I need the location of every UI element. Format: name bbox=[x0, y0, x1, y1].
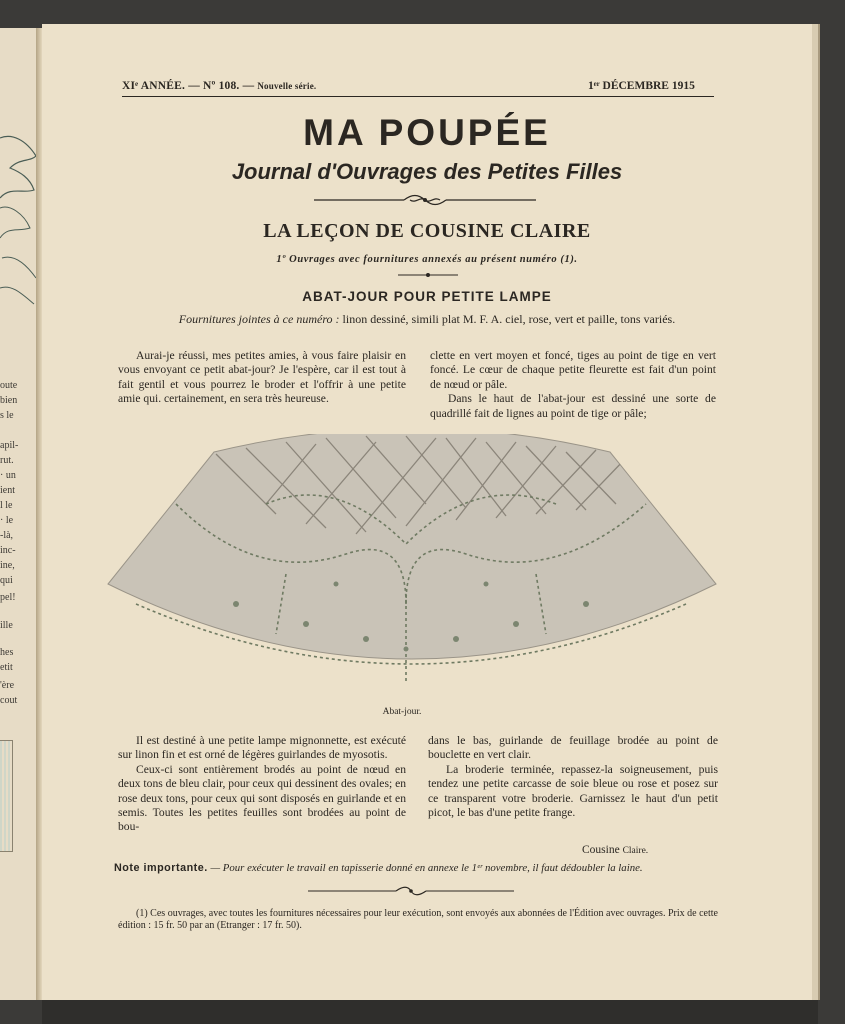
series: Nouvelle série. bbox=[257, 81, 317, 91]
previous-page-text-fragment: apil- bbox=[0, 440, 19, 451]
previous-page-illustration bbox=[0, 128, 38, 328]
supplies-label: Fournitures jointes à ce numéro : bbox=[178, 312, 340, 326]
section-subtitle: 1º Ouvrages avec fournitures annexés au présent numéro (1). bbox=[276, 254, 578, 265]
paragraph: Aurai-je réussi, mes petites amies, à vous faire plaisir en vous envoyant ce petit abat-jour? Je l'espère, car il est tout à fait gentil et vous pourrez le broder et l'offrir à une petite amie qui. certainement, en sera très heureuse. bbox=[118, 349, 406, 406]
paragraph: La broderie terminée, repassez-la soigneusement, puis tendez une petite carcasse de soie bleue ou rose et posez sur ce transparent votre broderie. Garnissez le haut d'un petit picot, le bas d'une petite frange. bbox=[428, 762, 718, 820]
previous-page-text-fragment: ine, bbox=[0, 560, 15, 571]
figure-caption: Abat-jour. bbox=[382, 707, 422, 717]
column-1 bbox=[118, 349, 406, 407]
small-ornament bbox=[398, 271, 458, 279]
important-note bbox=[114, 862, 724, 874]
column-4 bbox=[428, 734, 718, 820]
column-2 bbox=[430, 349, 716, 421]
previous-page-text-fragment: etit bbox=[0, 662, 13, 673]
volume: XIᵉ ANNÉE. bbox=[122, 80, 186, 92]
previous-page-text-fragment: bien bbox=[0, 395, 18, 406]
previous-page-text-fragment: s le bbox=[0, 410, 14, 421]
paragraph: dans le bas, guirlande de feuillage brodée au point de bouclette en vert clair. bbox=[428, 734, 718, 762]
previous-page-text-fragment: hes bbox=[0, 647, 14, 658]
signature-last: Claire. bbox=[622, 846, 649, 856]
paragraph: Il est destiné à une petite lampe mignonnette, est exécuté sur linon fin et est orné de légères guirlandes de myosotis. bbox=[118, 734, 406, 762]
previous-page-text-fragment: l le bbox=[0, 500, 13, 511]
previous-page-text-fragment: oute bbox=[0, 380, 18, 391]
previous-page-text-fragment: -là, bbox=[0, 530, 14, 541]
paragraph: Dans le haut de l'abat-jour est dessiné une sorte de quadrillé fait de lignes au point de tige or pâle; bbox=[430, 392, 716, 420]
previous-page-text-fragment: pel! bbox=[0, 592, 16, 603]
article-title: ABAT-JOUR POUR PETITE LAMPE bbox=[302, 289, 552, 304]
previous-page-text-fragment: qui bbox=[0, 575, 13, 586]
footnote-text: (1) Ces ouvrages, avec toutes les fournitures nécessaires pour leur exécution, sont envoyés aux abonnées de l'Édition avec ouvrages. Prix de cette édition : 15 fr. 50 par an (Etranger : 17 fr. 50). bbox=[118, 908, 718, 931]
supplies-line bbox=[172, 312, 682, 327]
issue-info bbox=[122, 80, 316, 92]
bottom-ornament bbox=[308, 886, 514, 896]
section-title: LA LEÇON DE COUSINE CLAIRE bbox=[263, 220, 591, 242]
previous-page-text-fragment: ille bbox=[0, 620, 13, 631]
issue-date: 1ᵉʳ DÉCEMBRE 1915 bbox=[588, 80, 695, 92]
masthead-title: MA POUPÉE bbox=[303, 112, 551, 153]
lampshade-illustration bbox=[106, 434, 718, 706]
issue-number: — Nº 108. — bbox=[188, 80, 255, 92]
magazine-page bbox=[42, 24, 818, 1000]
ornament-divider bbox=[314, 194, 536, 206]
header-rule bbox=[122, 96, 714, 97]
previous-page-text-fragment: · le bbox=[0, 515, 14, 526]
signature-first: Cousine bbox=[582, 844, 620, 856]
note-label: Note importante. bbox=[114, 862, 208, 874]
supplies-text: linon dessiné, simili plat M. F. A. ciel, rose, vert et paille, tons variés. bbox=[342, 312, 676, 326]
previous-page-text-fragment: 'ère bbox=[0, 680, 15, 691]
author-signature bbox=[582, 844, 648, 856]
background-edge bbox=[42, 1000, 818, 1024]
previous-page-text-fragment: inc- bbox=[0, 545, 16, 556]
previous-page-text-fragment: cout bbox=[0, 695, 18, 706]
masthead-subtitle: Journal d'Ouvrages des Petites Filles bbox=[231, 159, 623, 184]
previous-page-text-fragment: ient bbox=[0, 485, 15, 496]
note-text: — Pour exécuter le travail en tapisserie donné en annexe le 1ᵉʳ novembre, il faut dédoubler la laine. bbox=[210, 862, 643, 874]
previous-page-image-fragment bbox=[0, 740, 13, 852]
previous-page-text-fragment: · un bbox=[0, 470, 16, 481]
column-3 bbox=[118, 734, 406, 835]
previous-page-text-fragment: rut. bbox=[0, 455, 14, 466]
paragraph: clette en vert moyen et foncé, tiges au point de tige en vert foncé. Le cœur de chaque petite fleurette est fait d'un point de nœud or pâle. bbox=[430, 349, 716, 391]
paragraph: Ceux-ci sont entièrement brodés au point de nœud en deux tons de bleu clair, pour ceux qui dessinent des ovales; en rose deux tons, pour ceux qui sont disposés en guirlande et en semis. Toutes les petites feuilles sont brodées au point de bou- bbox=[118, 762, 407, 834]
footnote bbox=[118, 908, 718, 932]
previous-page-edge bbox=[0, 28, 39, 1000]
